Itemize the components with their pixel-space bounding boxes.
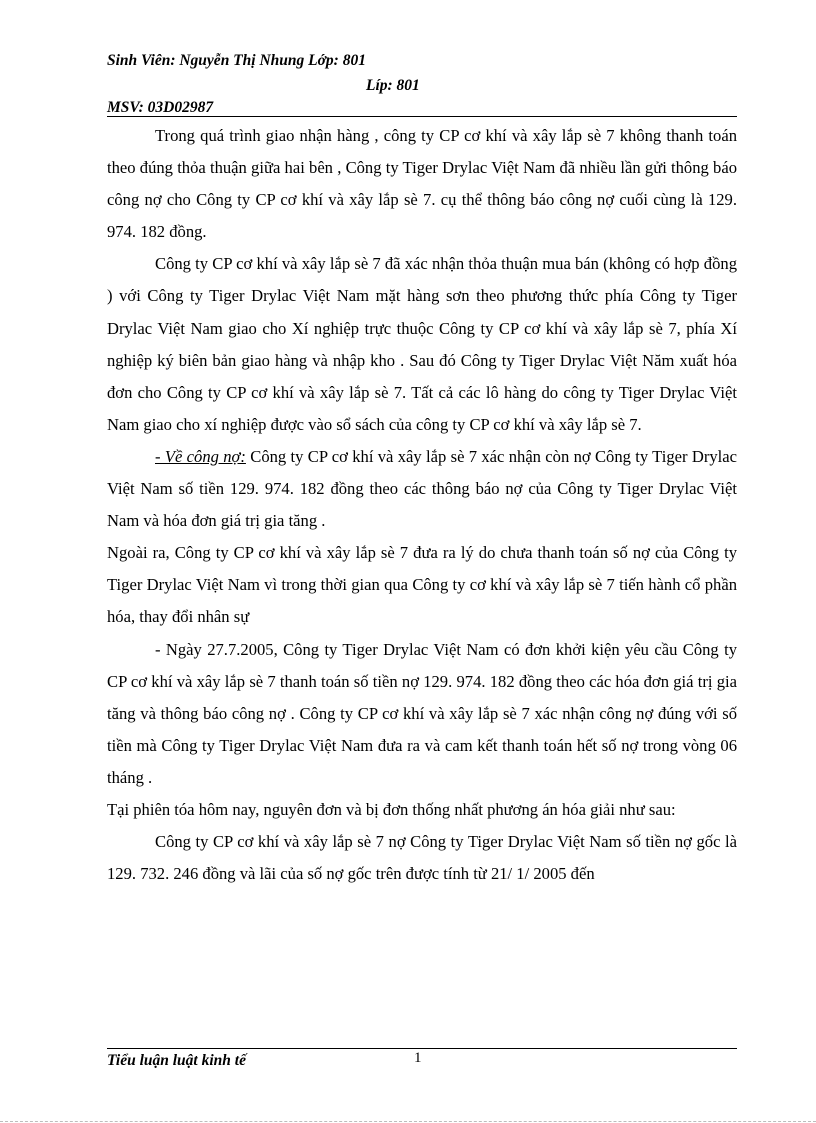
paragraph-cong-no xyxy=(107,441,737,537)
paragraph-7: Công ty CP cơ khí và xây lắp sè 7 nợ Công ty Tiger Drylac Việt Nam số tiền nợ gốc là 129. 732. 246 đồng và lãi của số nợ gốc trên được tính từ 21/ 1/ 2005 đến xyxy=(107,832,737,884)
document-body xyxy=(107,120,737,890)
class-line: Líp: 801 xyxy=(366,77,420,94)
footer-title: Tiểu luận luật kinh tế xyxy=(107,1052,246,1069)
paragraph-4: Ngoài ra, Công ty CP cơ khí và xây lắp sè 7 đưa ra lý do chưa thanh toán số nợ của Công ty Tiger Drylac Việt Nam vì trong thời gian qua Công ty cơ khí và xây lắp sè 7 tiến hành cổ phần hóa, thay đổi nhân sự xyxy=(107,543,737,627)
cong-no-label: - Về công nợ: xyxy=(155,446,246,466)
cong-no-text: Công ty CP cơ khí và xây lắp sè 7 xác nhận còn nợ Công ty Tiger Drylac Việt Nam số tiền 129. 974. 182 đồng theo các thông báo nợ của Công ty Tiger Drylac Việt Nam và hóa đơn giá trị gia tăng . xyxy=(107,446,737,531)
student-name-line: Sinh Viên: Nguyễn Thị Nhung Lớp: 801 xyxy=(107,52,366,69)
student-id-line: MSV: 03D02987 xyxy=(107,99,214,116)
paragraph-1: Trong quá trình giao nhận hàng , công ty CP cơ khí và xây lắp sè 7 không thanh toán theo đúng thỏa thuận giữa hai bên , Công ty Tiger Drylac Việt Nam đã nhiều lần gửi thông báo công nợ cho Công ty CP cơ khí và xây lắp sè 7. cụ thể thông báo công nợ cuối cùng là 129. 974. 182 đồng. xyxy=(107,126,737,242)
paragraph-6: Tại phiên tóa hôm nay, nguyên đơn và bị đơn thống nhất phương án hóa giải như sau: xyxy=(107,799,676,819)
paragraph-5: - Ngày 27.7.2005, Công ty Tiger Drylac Việt Nam có đơn khởi kiện yêu cầu Công ty CP cơ khí và xây lắp sè 7 thanh toán số tiền nợ 129. 974. 182 đồng theo các hóa đơn giá trị gia tăng và thông báo công nợ . Công ty CP cơ khí và xây lắp sè 7 xác nhận công nợ đúng với số tiền mà Công ty Tiger Drylac Việt Nam đưa ra và cam kết thanh toán hết số nợ trong vòng 06 tháng . xyxy=(107,639,737,787)
paragraph-2: Công ty CP cơ khí và xây lắp sè 7 đã xác nhận thỏa thuận mua bán (không có hợp đồng ) với Công ty Tiger Drylac Việt Nam mặt hàng sơn theo phương thức phía Công ty Tiger Drylac Việt Nam giao cho Xí nghiệp trực thuộc Công ty CP cơ khí và xây lắp sè 7, phía Xí nghiệp ký biên bản giao hàng và nhập kho . Sau đó Công ty Tiger Drylac Việt Năm xuất hóa đơn cho Công ty CP cơ khí và xây lắp sè 7. Tất cả các lô hàng do công ty Tiger Drylac Việt Nam giao cho xí nghiệp được vào sổ sách của công ty CP cơ khí và xây lắp sè 7. xyxy=(107,254,737,434)
footer-divider xyxy=(107,1048,737,1049)
page-number: 1 xyxy=(414,1050,422,1066)
header-divider xyxy=(107,116,737,117)
page-bottom-edge xyxy=(0,1121,816,1122)
